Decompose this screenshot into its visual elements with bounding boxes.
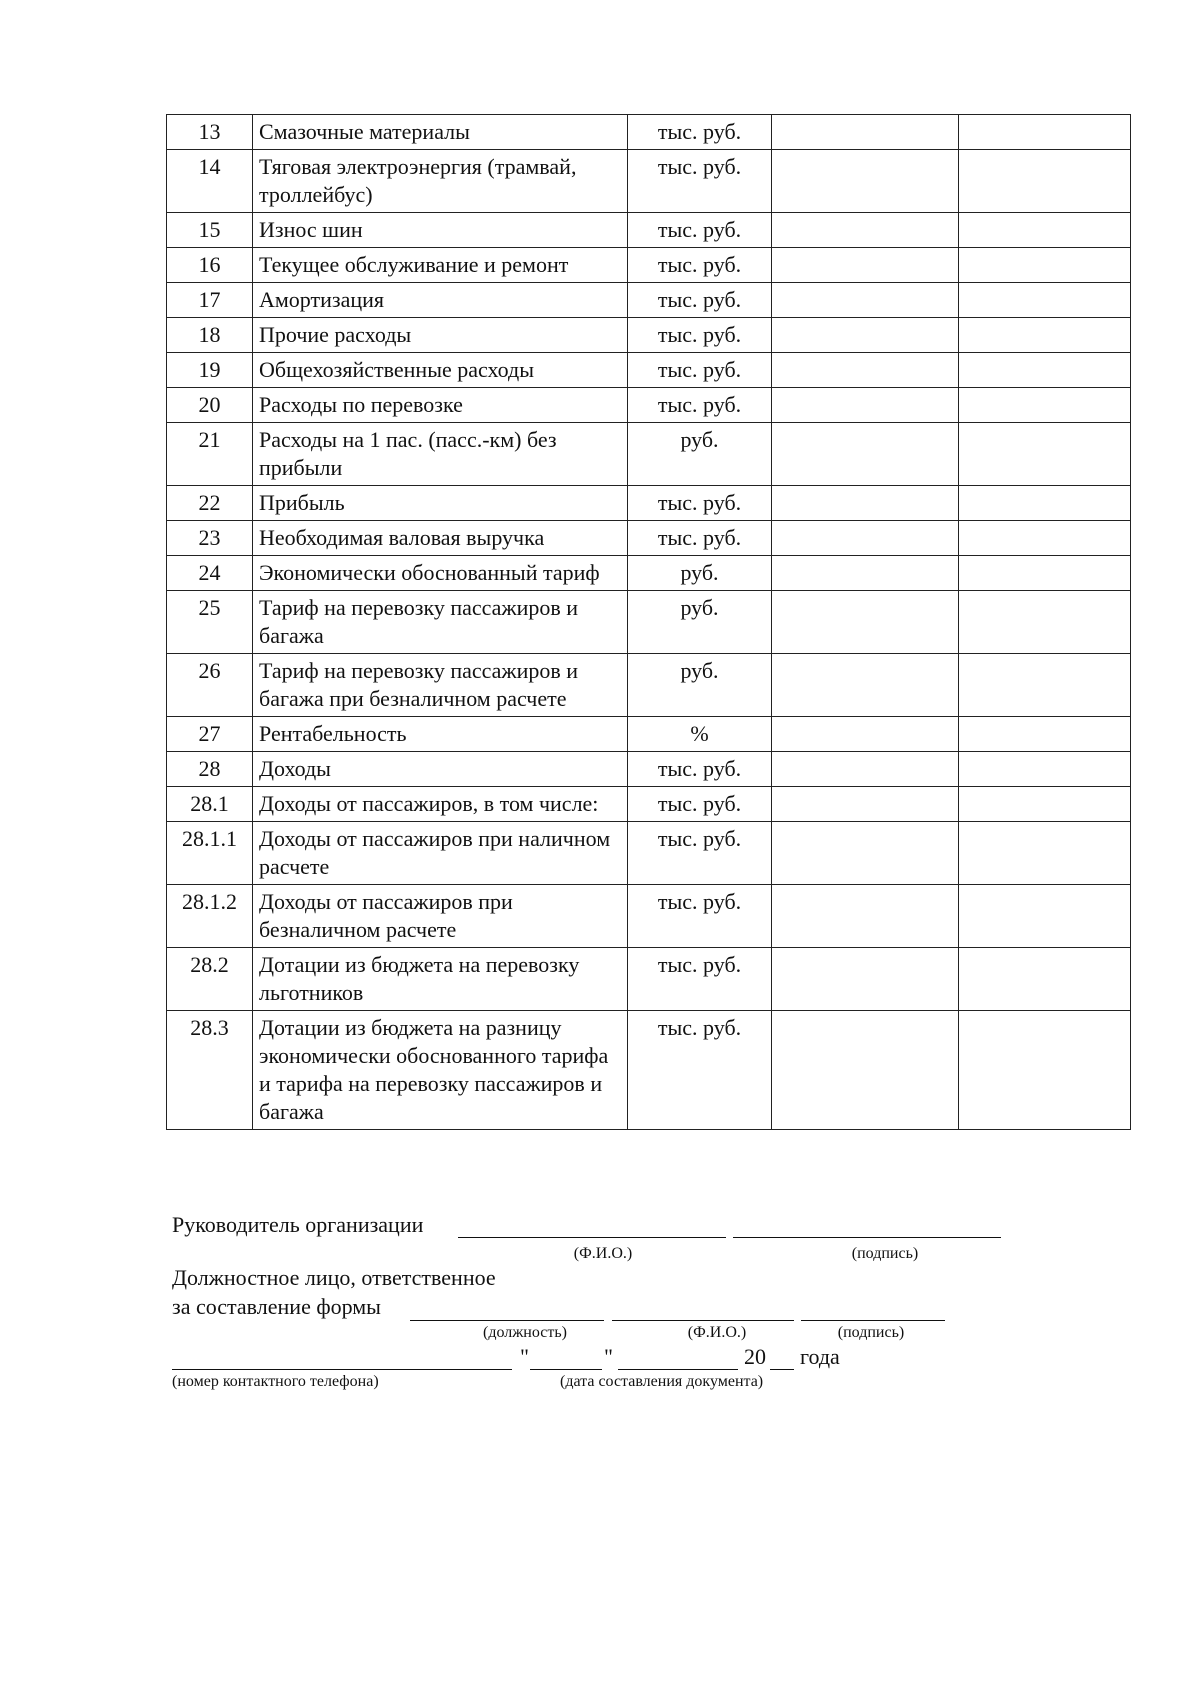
row-indicator-name: Доходы от пассажиров при безналичном расчете: [253, 885, 628, 948]
head-fio-caption: (Ф.И.О.): [573, 1245, 633, 1262]
table-row: [167, 353, 1131, 388]
row-indicator-name: Износ шин: [253, 213, 628, 248]
row-unit: тыс. руб.: [628, 885, 772, 948]
row-indicator-name: Необходимая валовая выручка: [253, 521, 628, 556]
row-indicator-name: Доходы от пассажиров при наличном расчете: [253, 822, 628, 885]
date-quote-open: ": [520, 1344, 529, 1369]
row-value-cell-2: [959, 787, 1131, 822]
table-row: [167, 717, 1131, 752]
row-unit: тыс. руб.: [628, 948, 772, 1011]
row-value-cell-2: [959, 150, 1131, 213]
row-value-cell-1: [772, 353, 959, 388]
table-row: [167, 213, 1131, 248]
row-unit: тыс. руб.: [628, 388, 772, 423]
row-number: 28.1.1: [167, 822, 253, 885]
head-fio-line: [458, 1237, 726, 1238]
date-caption: (дата составления документа): [560, 1373, 764, 1390]
row-value-cell-2: [959, 283, 1131, 318]
official-label-line1: Должностное лицо, ответственное: [172, 1265, 496, 1290]
row-value-cell-2: [959, 248, 1131, 283]
row-value-cell-2: [959, 948, 1131, 1011]
row-unit: тыс. руб.: [628, 521, 772, 556]
row-value-cell-2: [959, 822, 1131, 885]
row-unit: руб.: [628, 556, 772, 591]
row-unit: %: [628, 717, 772, 752]
row-number: 16: [167, 248, 253, 283]
row-number: 24: [167, 556, 253, 591]
official-position-line: [410, 1320, 604, 1321]
row-value-cell-1: [772, 248, 959, 283]
table-row: [167, 388, 1131, 423]
head-sign-caption: (подпись): [851, 1245, 919, 1262]
official-fio-caption: (Ф.И.О.): [687, 1324, 747, 1341]
row-unit: тыс. руб.: [628, 1011, 772, 1130]
row-indicator-name: Амортизация: [253, 283, 628, 318]
row-value-cell-1: [772, 1011, 959, 1130]
row-value-cell-2: [959, 486, 1131, 521]
row-value-cell-1: [772, 948, 959, 1011]
row-number: 27: [167, 717, 253, 752]
row-value-cell-1: [772, 556, 959, 591]
row-unit: тыс. руб.: [628, 787, 772, 822]
row-indicator-name: Тяговая электроэнергия (трамвай, троллейбус): [253, 150, 628, 213]
phone-line: [172, 1369, 512, 1370]
table-row: [167, 283, 1131, 318]
row-indicator-name: Общехозяйственные расходы: [253, 353, 628, 388]
row-indicator-name: Дотации из бюджета на разницу экономически обоснованного тарифа и тарифа на перевозку пассажиров и багажа: [253, 1011, 628, 1130]
row-value-cell-1: [772, 822, 959, 885]
row-indicator-name: Расходы по перевозке: [253, 388, 628, 423]
row-number: 23: [167, 521, 253, 556]
official-position-caption: (должность): [483, 1324, 567, 1341]
row-value-cell-1: [772, 654, 959, 717]
table-row: [167, 423, 1131, 486]
row-indicator-name: Дотации из бюджета на перевозку льготников: [253, 948, 628, 1011]
row-unit: тыс. руб.: [628, 213, 772, 248]
table-row: [167, 787, 1131, 822]
row-value-cell-1: [772, 717, 959, 752]
table-row: [167, 822, 1131, 885]
row-value-cell-1: [772, 752, 959, 787]
row-value-cell-1: [772, 150, 959, 213]
table-row: [167, 885, 1131, 948]
table-row: [167, 591, 1131, 654]
row-number: 20: [167, 388, 253, 423]
row-value-cell-2: [959, 115, 1131, 150]
row-number: 18: [167, 318, 253, 353]
row-value-cell-1: [772, 521, 959, 556]
row-indicator-name: Тариф на перевозку пассажиров и багажа: [253, 591, 628, 654]
row-number: 28.1.2: [167, 885, 253, 948]
row-value-cell-1: [772, 423, 959, 486]
row-value-cell-2: [959, 388, 1131, 423]
row-value-cell-2: [959, 556, 1131, 591]
row-indicator-name: Текущее обслуживание и ремонт: [253, 248, 628, 283]
row-unit: тыс. руб.: [628, 248, 772, 283]
row-indicator-name: Тариф на перевозку пассажиров и багажа при безналичном расчете: [253, 654, 628, 717]
row-number: 25: [167, 591, 253, 654]
row-value-cell-1: [772, 318, 959, 353]
row-number: 28.1: [167, 787, 253, 822]
row-indicator-name: Смазочные материалы: [253, 115, 628, 150]
row-value-cell-1: [772, 388, 959, 423]
official-sign-caption: (подпись): [837, 1324, 905, 1341]
row-number: 28.3: [167, 1011, 253, 1130]
row-number: 13: [167, 115, 253, 150]
official-label-line2: за составление формы: [172, 1294, 381, 1319]
row-unit: тыс. руб.: [628, 283, 772, 318]
row-value-cell-2: [959, 885, 1131, 948]
row-number: 21: [167, 423, 253, 486]
row-number: 14: [167, 150, 253, 213]
row-value-cell-2: [959, 752, 1131, 787]
row-indicator-name: Доходы: [253, 752, 628, 787]
official-sign-line: [801, 1320, 945, 1321]
row-value-cell-1: [772, 213, 959, 248]
row-value-cell-1: [772, 885, 959, 948]
row-value-cell-2: [959, 654, 1131, 717]
row-unit: руб.: [628, 591, 772, 654]
row-value-cell-2: [959, 353, 1131, 388]
row-unit: тыс. руб.: [628, 486, 772, 521]
phone-caption: (номер контактного телефона): [172, 1373, 379, 1390]
row-value-cell-1: [772, 787, 959, 822]
row-indicator-name: Экономически обоснованный тариф: [253, 556, 628, 591]
row-unit: тыс. руб.: [628, 115, 772, 150]
row-indicator-name: Прочие расходы: [253, 318, 628, 353]
row-value-cell-2: [959, 591, 1131, 654]
table-row: [167, 752, 1131, 787]
row-value-cell-2: [959, 717, 1131, 752]
table-row: [167, 486, 1131, 521]
head-sign-line: [733, 1237, 1001, 1238]
tariff-form-table: [166, 114, 1131, 1130]
row-value-cell-1: [772, 115, 959, 150]
row-number: 19: [167, 353, 253, 388]
row-unit: тыс. руб.: [628, 822, 772, 885]
table-row: [167, 1011, 1131, 1130]
row-unit: тыс. руб.: [628, 318, 772, 353]
date-year-suffix: года: [800, 1344, 840, 1369]
table-row: [167, 948, 1131, 1011]
row-value-cell-2: [959, 423, 1131, 486]
row-indicator-name: Расходы на 1 пас. (пасс.-км) без прибыли: [253, 423, 628, 486]
official-fio-line: [612, 1320, 794, 1321]
row-value-cell-2: [959, 318, 1131, 353]
row-unit: руб.: [628, 423, 772, 486]
table-row: [167, 248, 1131, 283]
table-row: [167, 318, 1131, 353]
table-row: [167, 521, 1131, 556]
table-body: [167, 115, 1131, 1130]
date-day-line: [530, 1369, 602, 1370]
row-number: 15: [167, 213, 253, 248]
table-row: [167, 654, 1131, 717]
table-row: [167, 115, 1131, 150]
row-unit: тыс. руб.: [628, 353, 772, 388]
date-year-prefix: 20: [744, 1344, 766, 1369]
row-value-cell-2: [959, 213, 1131, 248]
row-indicator-name: Прибыль: [253, 486, 628, 521]
date-quote-close: ": [604, 1344, 613, 1369]
row-indicator-name: Рентабельность: [253, 717, 628, 752]
row-indicator-name: Доходы от пассажиров, в том числе:: [253, 787, 628, 822]
table-row: [167, 150, 1131, 213]
row-unit: тыс. руб.: [628, 150, 772, 213]
row-value-cell-2: [959, 521, 1131, 556]
row-unit: руб.: [628, 654, 772, 717]
head-label: Руководитель организации: [172, 1212, 424, 1237]
row-number: 22: [167, 486, 253, 521]
row-number: 28.2: [167, 948, 253, 1011]
row-value-cell-2: [959, 1011, 1131, 1130]
row-number: 28: [167, 752, 253, 787]
row-unit: тыс. руб.: [628, 752, 772, 787]
table-row: [167, 556, 1131, 591]
date-month-line: [618, 1369, 738, 1370]
date-year-line: [770, 1369, 794, 1370]
row-number: 17: [167, 283, 253, 318]
row-number: 26: [167, 654, 253, 717]
row-value-cell-1: [772, 283, 959, 318]
row-value-cell-1: [772, 486, 959, 521]
row-value-cell-1: [772, 591, 959, 654]
